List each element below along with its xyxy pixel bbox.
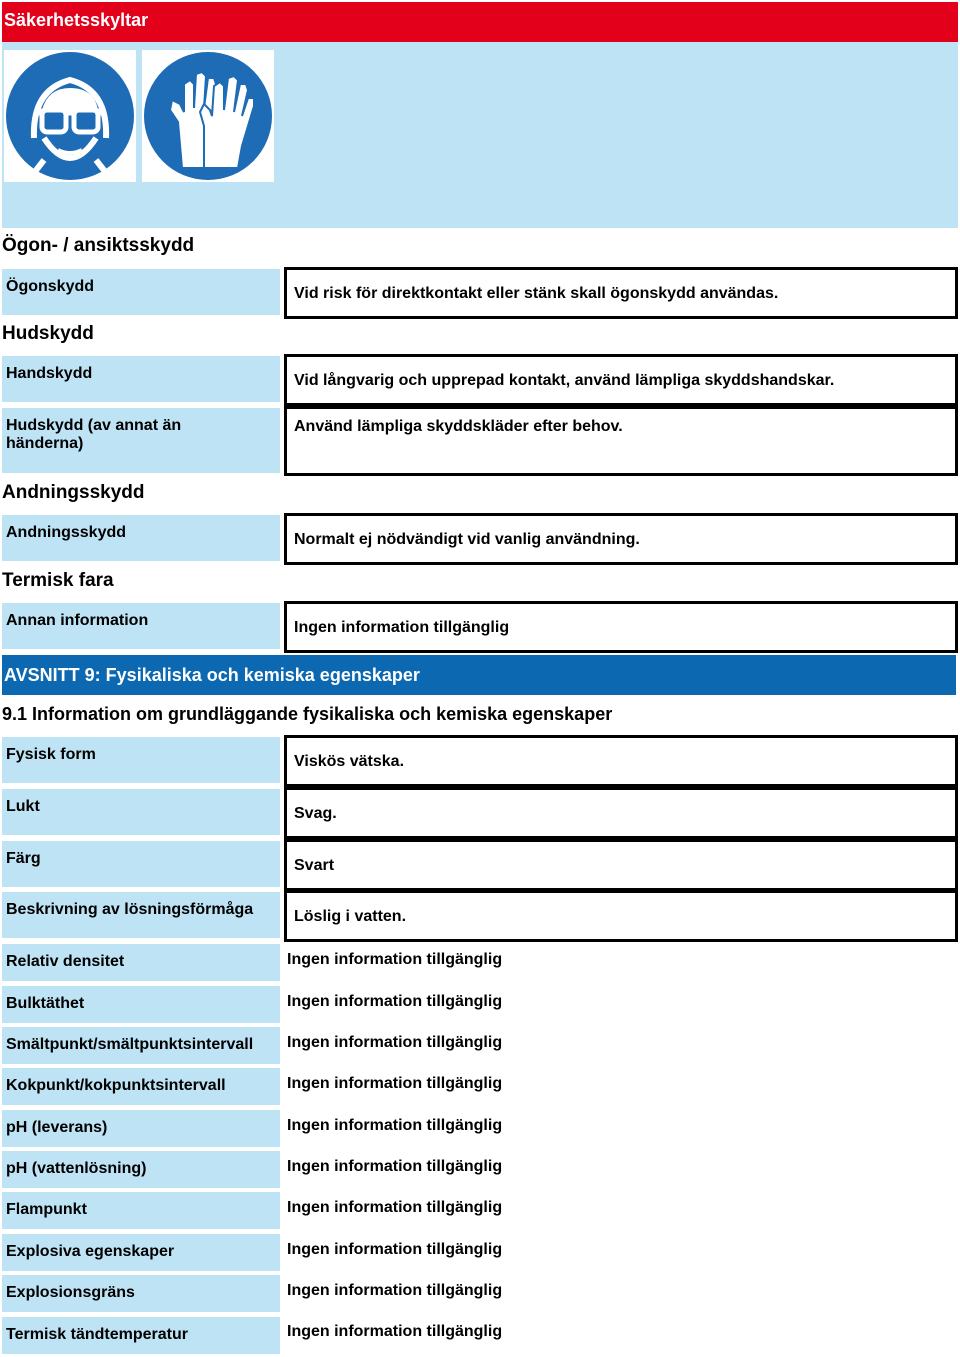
- section-9-header: [2, 655, 956, 695]
- flash-point-value: Ingen information tillgänglig: [287, 1199, 503, 1216]
- body-protection-label: [2, 408, 280, 473]
- solubility-value: Löslig i vatten.: [284, 890, 958, 942]
- other-information-label: Annan information: [2, 603, 280, 649]
- ignition-temperature-value: Ingen information tillgänglig: [287, 1323, 503, 1340]
- odor-label: Lukt: [2, 789, 280, 835]
- explosive-properties-value: Ingen information tillgänglig: [287, 1241, 503, 1258]
- respiratory-protection-value: Normalt ej nödvändigt vid vanlig användning.: [284, 513, 958, 565]
- color-value: Svart: [284, 839, 958, 891]
- hand-protection-value: Vid långvarig och upprepad kontakt, använd lämpliga skyddshandskar.: [284, 354, 958, 406]
- explosion-limit-label: Explosionsgräns: [2, 1275, 280, 1312]
- explosive-properties-label: Explosiva egenskaper: [2, 1234, 280, 1271]
- odor-value: Svag.: [284, 787, 958, 839]
- ph-delivery-label: pH (leverans): [2, 1110, 280, 1147]
- bulk-density-label: Bulktäthet: [2, 986, 280, 1023]
- boiling-point-label: Kokpunkt/kokpunktsintervall: [2, 1068, 280, 1105]
- respiratory-protection-label: Andningsskydd: [2, 515, 280, 561]
- eye-protection-label: Ögonskydd: [2, 269, 280, 315]
- gloves-icon: [142, 50, 274, 182]
- flash-point-label: Flampunkt: [2, 1192, 280, 1229]
- section-header-title: Säkerhetsskyltar: [4, 10, 149, 30]
- ph-delivery-value: Ingen information tillgänglig: [287, 1117, 503, 1134]
- ph-solution-label: pH (vattenlösning): [2, 1151, 280, 1188]
- melting-point-value: Ingen information tillgänglig: [287, 1034, 503, 1051]
- ph-solution-value: Ingen information tillgänglig: [287, 1158, 503, 1175]
- body-protection-label-line1: Hudskydd (av annat än: [6, 417, 182, 434]
- melting-point-label: Smältpunkt/smältpunktsintervall: [2, 1027, 280, 1064]
- skin-protection-heading: Hudskydd: [2, 323, 94, 344]
- respiratory-protection-heading: Andningsskydd: [2, 482, 145, 503]
- other-information-value: Ingen information tillgänglig: [284, 601, 958, 653]
- eye-protection-heading: Ögon- / ansiktsskydd: [2, 235, 195, 256]
- relative-density-value: Ingen information tillgänglig: [287, 951, 503, 968]
- body-protection-value: Använd lämpliga skyddskläder efter behov.: [284, 406, 958, 476]
- boiling-point-value: Ingen information tillgänglig: [287, 1075, 503, 1092]
- physical-form-value: Viskös vätska.: [284, 735, 958, 787]
- explosion-limit-value: Ingen information tillgänglig: [287, 1282, 503, 1299]
- physical-form-label: Fysisk form: [2, 737, 280, 783]
- solubility-label: Beskrivning av lösningsförmåga: [2, 892, 280, 938]
- thermal-hazard-heading: Termisk fara: [2, 570, 114, 591]
- ignition-temperature-label: Termisk tändtemperatur: [2, 1317, 280, 1354]
- color-label: Färg: [2, 841, 280, 887]
- face-goggles-icon: [4, 50, 136, 182]
- body-protection-label-line2: händerna): [6, 435, 84, 452]
- section-9-title: AVSNITT 9: Fysikaliska och kemiska egenskaper: [4, 665, 420, 685]
- hand-protection-label: Handskydd: [2, 356, 280, 402]
- eye-protection-value: Vid risk för direktkontakt eller stänk skall ögonskydd användas.: [284, 267, 958, 319]
- section-header-safety-signs: [2, 2, 958, 42]
- section-9-1-subtitle: 9.1 Information om grundläggande fysikaliska och kemiska egenskaper: [2, 704, 613, 724]
- relative-density-label: Relativ densitet: [2, 944, 280, 981]
- bulk-density-value: Ingen information tillgänglig: [287, 993, 503, 1010]
